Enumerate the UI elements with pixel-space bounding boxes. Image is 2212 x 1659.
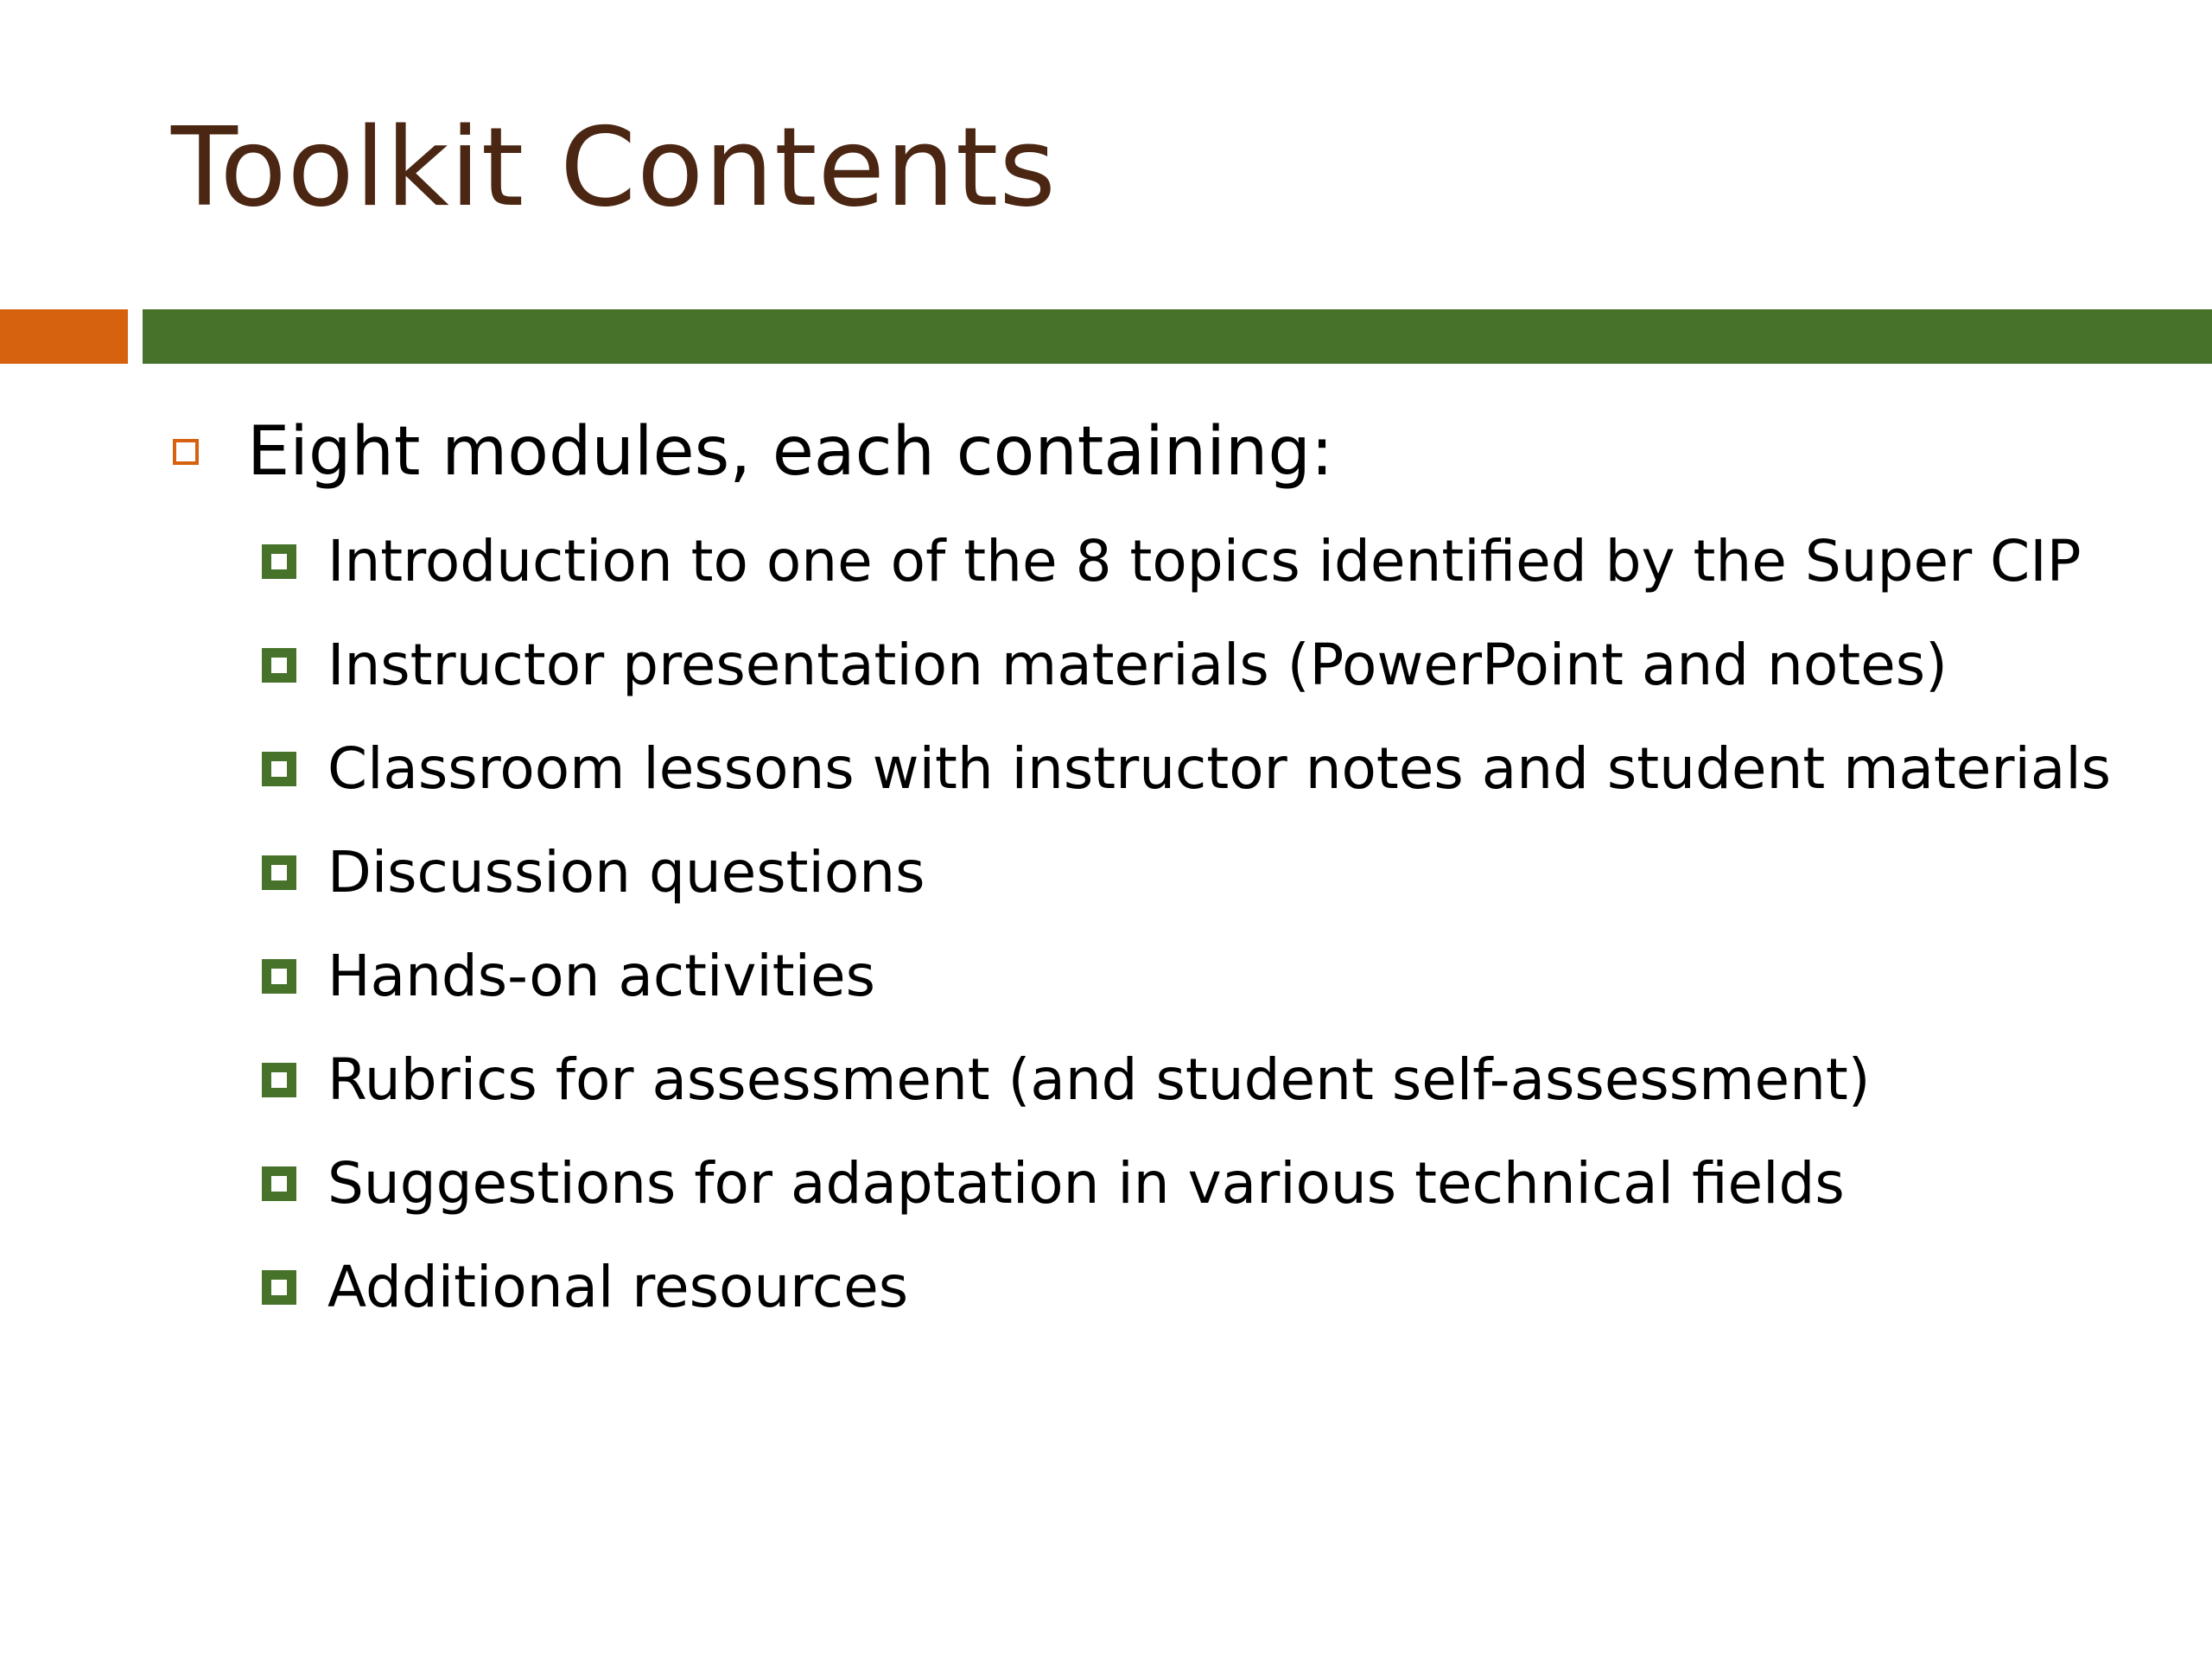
sub-bullet-item — [262, 518, 2082, 605]
sub-bullet-item — [262, 1037, 1871, 1123]
sub-bullet-item — [262, 622, 1948, 709]
square-bullet-icon — [262, 855, 296, 890]
sub-bullet-item — [262, 1244, 908, 1331]
accent-bar-orange — [0, 309, 128, 364]
sub-bullet-item — [262, 726, 2111, 812]
square-bullet-icon — [262, 752, 296, 786]
sub-bullet-text: Hands-on activities — [327, 943, 875, 1009]
square-bullet-icon — [262, 1166, 296, 1201]
sub-bullet-text: Instructor presentation materials (PowerPoint and notes) — [327, 632, 1948, 698]
sub-bullet-text: Introduction to one of the 8 topics identified by the Super CIP — [327, 528, 2082, 594]
bullet-item-main — [173, 404, 1333, 499]
square-bullet-icon — [262, 959, 296, 994]
square-bullet-icon — [262, 1270, 296, 1305]
sub-bullet-text: Discussion questions — [327, 839, 925, 906]
sub-bullet-item — [262, 933, 875, 1020]
sub-bullet-text: Suggestions for adaptation in various technical fields — [327, 1150, 1845, 1217]
sub-bullet-item — [262, 1141, 1845, 1227]
square-bullet-icon — [262, 544, 296, 579]
hollow-square-bullet-icon — [173, 439, 199, 465]
square-bullet-icon — [262, 1063, 296, 1097]
square-bullet-icon — [262, 648, 296, 683]
sub-bullet-item — [262, 830, 925, 916]
slide-title: Toolkit Contents — [171, 104, 1057, 231]
accent-bar-green — [143, 309, 2212, 364]
sub-bullet-text: Additional resources — [327, 1254, 909, 1320]
sub-bullet-text: Rubrics for assessment (and student self-assessment) — [327, 1046, 1871, 1113]
sub-bullet-text: Classroom lessons with instructor notes and student materials — [327, 735, 2112, 802]
bullet-text-main: Eight modules, each containing: — [247, 413, 1334, 491]
